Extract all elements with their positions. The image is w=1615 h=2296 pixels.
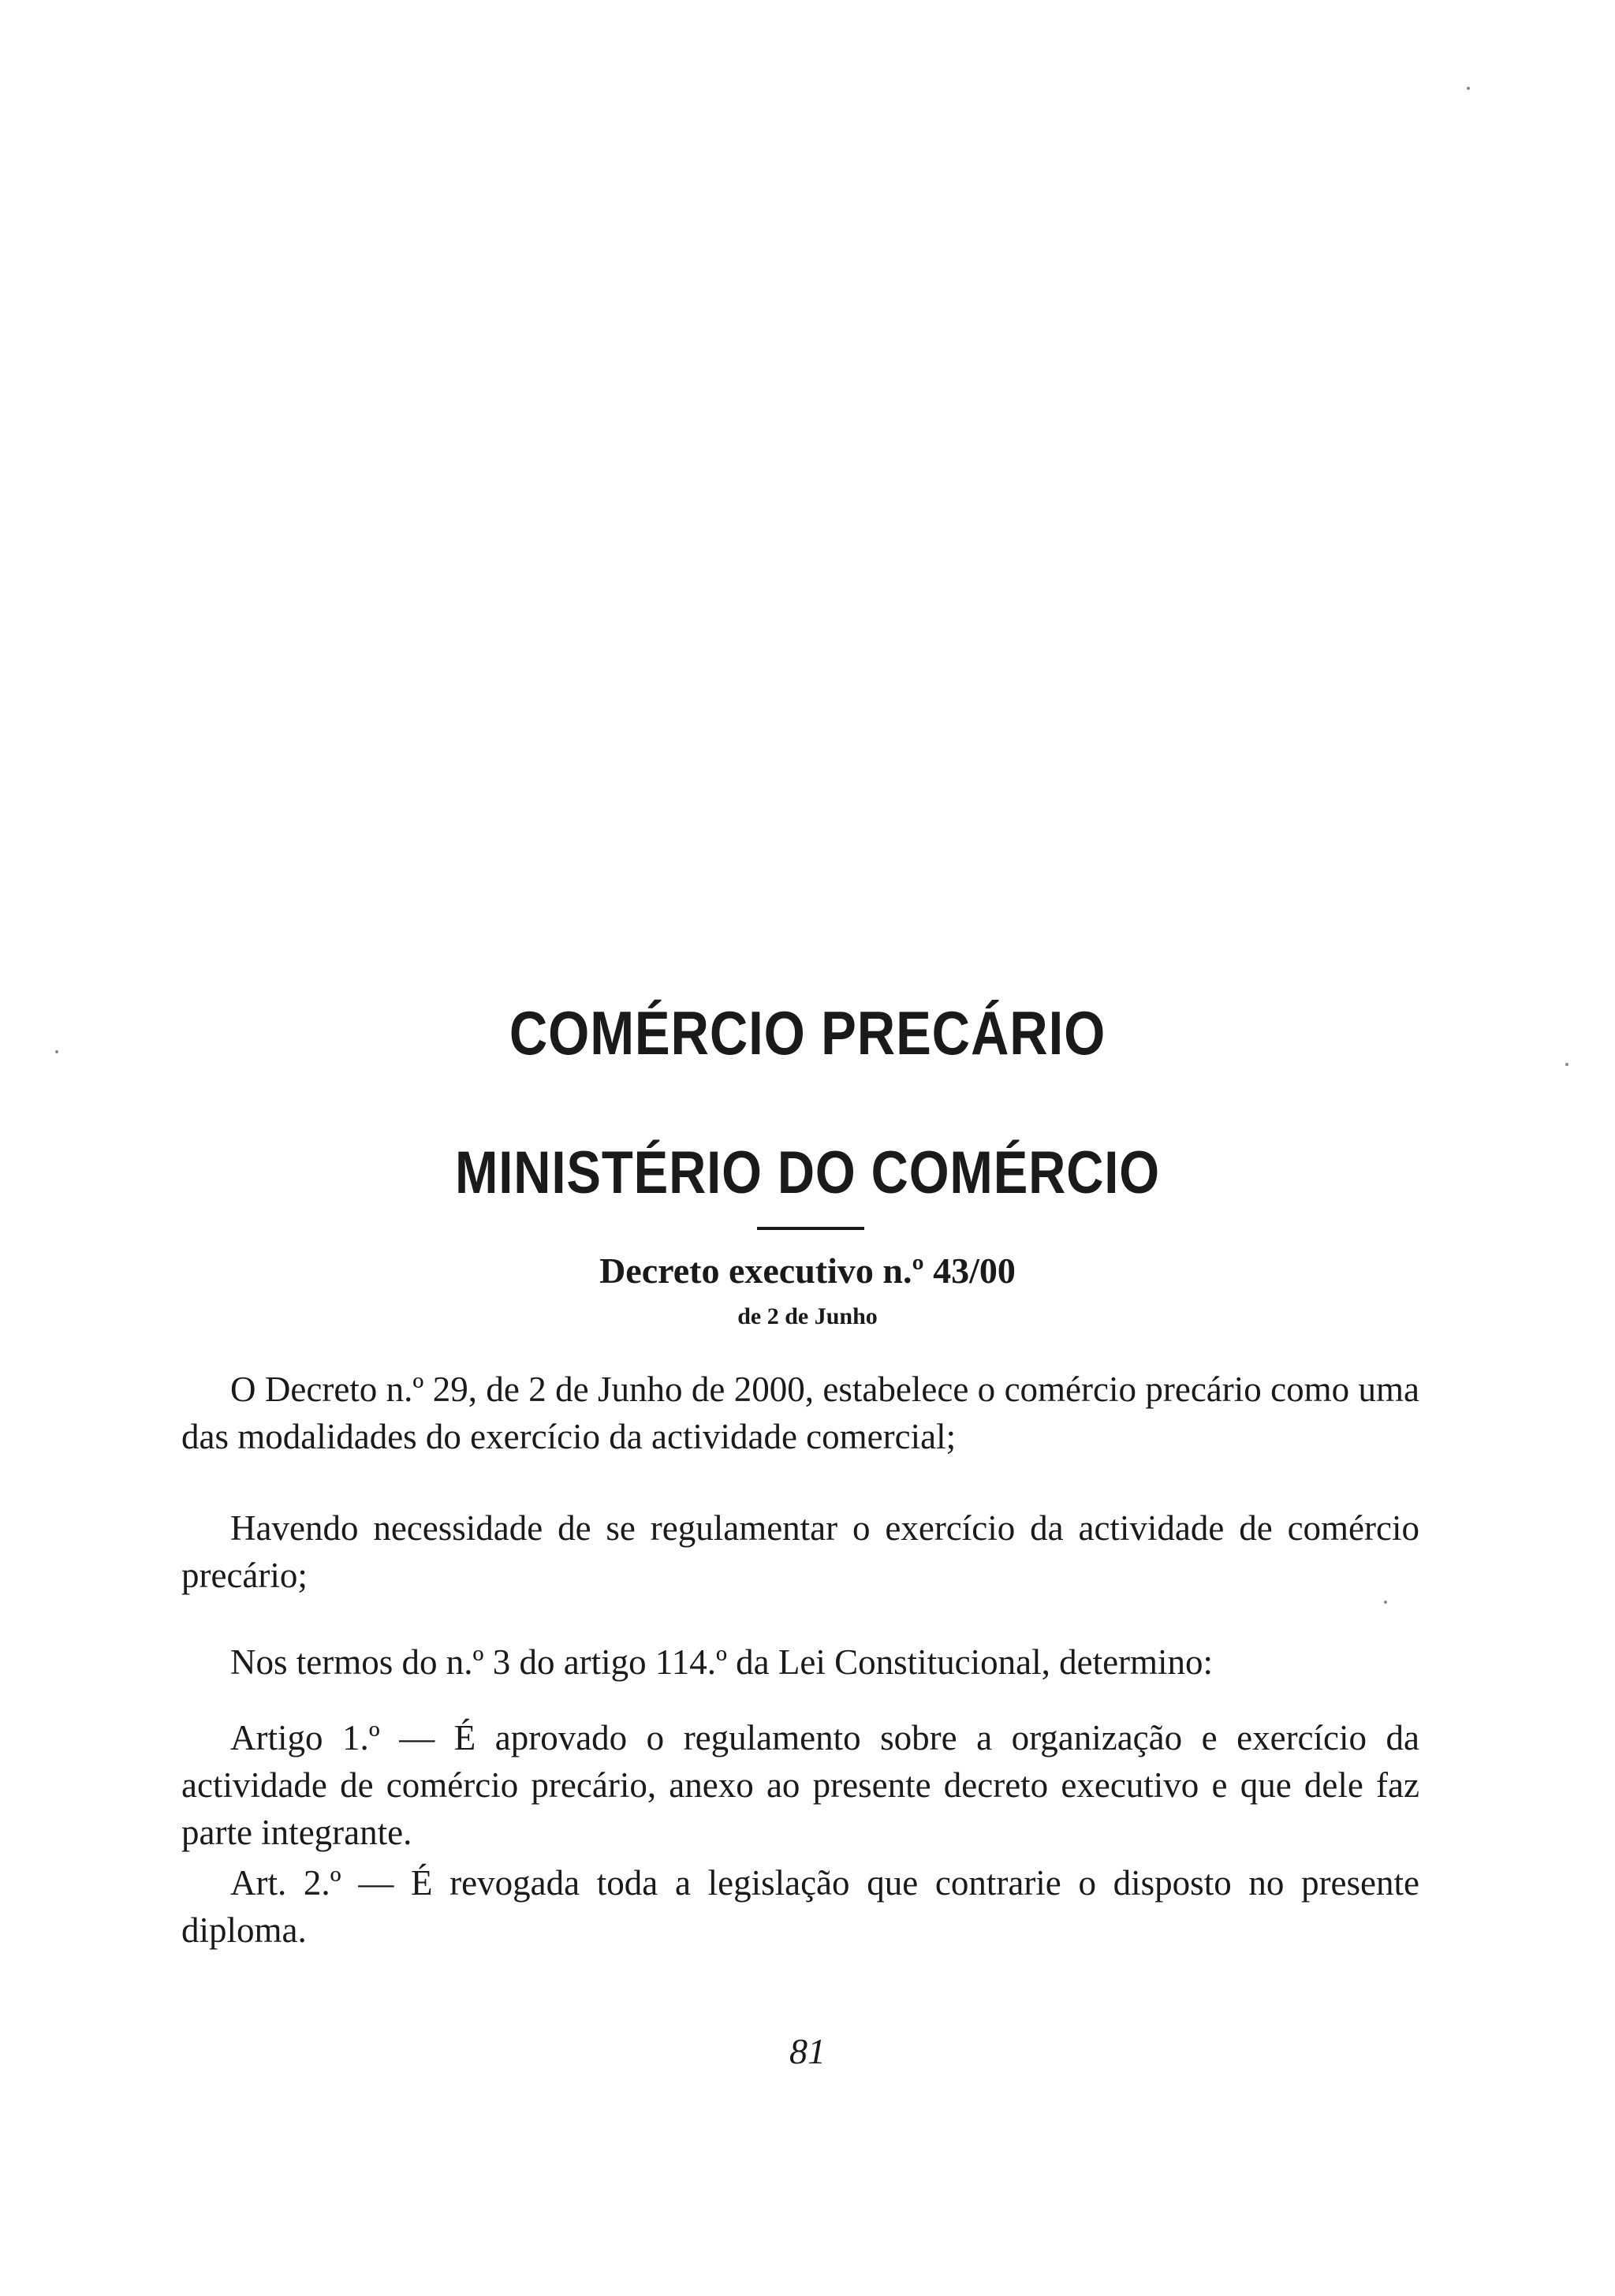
paragraph-article-1: Artigo 1.º — É aprovado o regulamento sobre a organização e exercício da actividade de comércio precário, anexo ao presente decreto executivo e que dele faz parte integrante. [181,1718,1419,1852]
scan-speck [1384,1601,1387,1604]
title-divider [757,1227,864,1230]
paragraph-necessity: Havendo necessidade de se regulamentar o exercício da actividade de comércio precário; [181,1508,1419,1595]
decree-title: Decreto executivo n.º 43/00 [599,1250,1016,1291]
section-title: COMÉRCIO PRECÁRIO [509,998,1106,1068]
scan-speck [1467,87,1470,90]
paragraph-preamble: O Decreto n.º 29, de 2 de Junho de 2000, estabelece o comércio precário como uma das modalidades do exercício da actividade comercial; [181,1370,1419,1456]
paragraph-legal-basis: Nos termos do n.º 3 do artigo 114.º da Lei Constitucional, determino: [230,1642,1214,1682]
scan-speck [55,1050,58,1053]
decree-date: de 2 de Junho [737,1303,878,1329]
ministry-title: MINISTÉRIO DO COMÉRCIO [454,1139,1161,1206]
scan-speck [1565,1063,1568,1066]
page-number: 81 [789,2031,826,2071]
paragraph-article-2: Art. 2.º — É revogada toda a legislação que contrarie o disposto no presente diploma. [181,1863,1419,1950]
